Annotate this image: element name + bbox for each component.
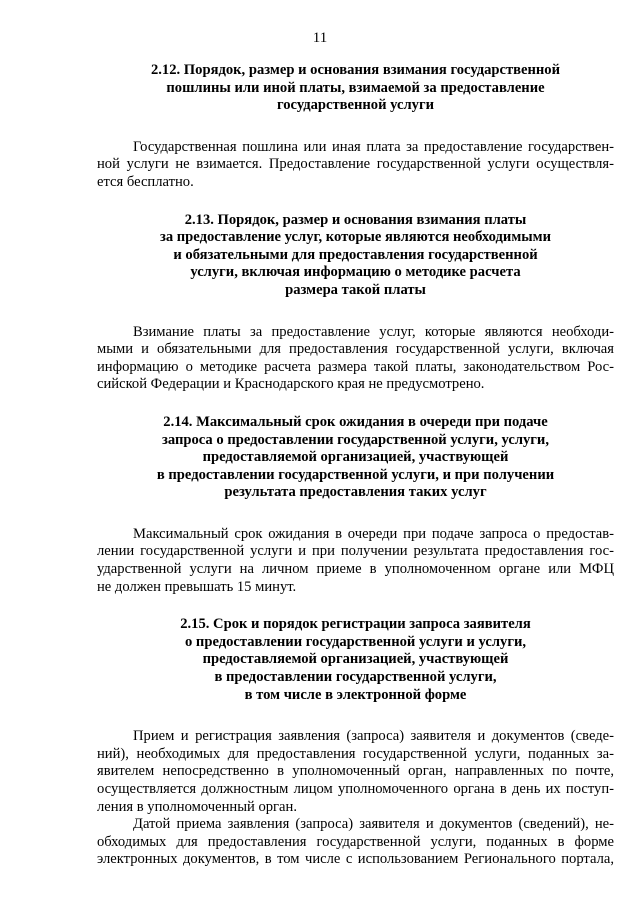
heading-line: пошлины или иной платы, взимаемой за предоставление [166,79,545,96]
heading-line: результата предоставления таких услуг [224,484,487,501]
heading-line: о предоставлении государственной услуги и услуги, [184,633,527,650]
paragraph-line: явителем непосредственно в уполномоченный орган, направленных по почте, [97,763,614,780]
section-heading-2-15 [97,616,614,704]
paragraph-line: ной услуги не взимается. Предоставление государственной услуги осуществля- [97,156,614,173]
paragraph-line: Взимание платы за предоставление услуг, которые являются необходи- [133,323,614,340]
heading-line: 2.12. Порядок, размер и основания взимания государственной [150,62,561,78]
paragraph-line: ний), необходимых для предоставления государственной услуги, поданных за- [97,745,614,762]
page-number: 11 [312,30,328,46]
paragraph-line: Максимальный срок ожидания в очереди при подаче запроса о предостав- [133,525,614,542]
page-content [97,62,614,869]
section-2-12-paragraph [97,139,614,192]
paragraph-line: Датой приема заявления (запроса) заявителя и документов (сведений), не- [133,816,614,833]
section-2-15-paragraph-2 [97,816,614,869]
heading-line: государственной услуги [276,97,435,114]
section-heading-2-14 [97,414,614,502]
paragraph-line: ления в уполномоченный орган. [97,798,297,815]
heading-line: 2.13. Порядок, размер и основания взимания платы [184,211,527,228]
section-2-14-paragraph [97,526,614,596]
paragraph-line: мыми и обязательными для предоставления государственной услуги, включая [97,341,614,358]
heading-line: и обязательными для предоставления государственной [173,246,538,263]
paragraph-line: обходимых для предоставления государственной услуги, поданных в форме [97,833,614,850]
paragraph-line: Прием и регистрация заявления (запроса) заявителя и документов (сведе- [133,728,614,745]
heading-line: в предоставлении государственной услуги, [214,669,497,686]
section-heading-2-12 [97,62,614,115]
heading-line: размера такой платы [285,281,426,298]
paragraph-line: информацию о методике расчета размера такой платы, законодательством Рос- [97,358,614,375]
heading-line: в том числе в электронной форме [244,686,467,703]
heading-line: предоставляемой организацией, участвующей [202,449,509,466]
section-2-15-paragraph-1 [97,728,614,816]
heading-line: предоставляемой организацией, участвующей [202,651,509,668]
heading-line: запроса о предоставлении государственной услуги, услуги, [161,431,549,448]
paragraph-line: не должен превышать 15 минут. [97,578,297,595]
paragraph-line: ется бесплатно. [97,173,194,190]
heading-line: за предоставление услуг, которые являются необходимыми [159,229,552,246]
heading-line: 2.15. Срок и порядок регистрации запроса заявителя [180,616,531,633]
paragraph-line: ударственной услуги на личном приеме в уполномоченном органе или МФЦ [97,561,614,578]
paragraph-line: Государственная пошлина или иная плата за предоставление государствен- [133,138,614,155]
section-heading-2-13 [97,212,614,300]
heading-line: услуги, включая информацию о методике расчета [190,264,521,281]
section-2-13-paragraph [97,324,614,394]
heading-line: в предоставлении государственной услуги, и при получении [156,466,555,483]
paragraph-line: сийской Федерации и Краснодарского края не предусмотрено. [97,376,485,393]
paragraph-line: электронных документов, в том числе с использованием Регионального портала, [97,851,614,868]
paragraph-line: лении государственной услуги и при получении результата предоставления гос- [97,543,614,560]
paragraph-line: осуществляется должностным лицом уполномоченного органа в день их поступ- [97,781,614,797]
heading-line: 2.14. Максимальный срок ожидания в очереди при подаче [163,413,548,430]
